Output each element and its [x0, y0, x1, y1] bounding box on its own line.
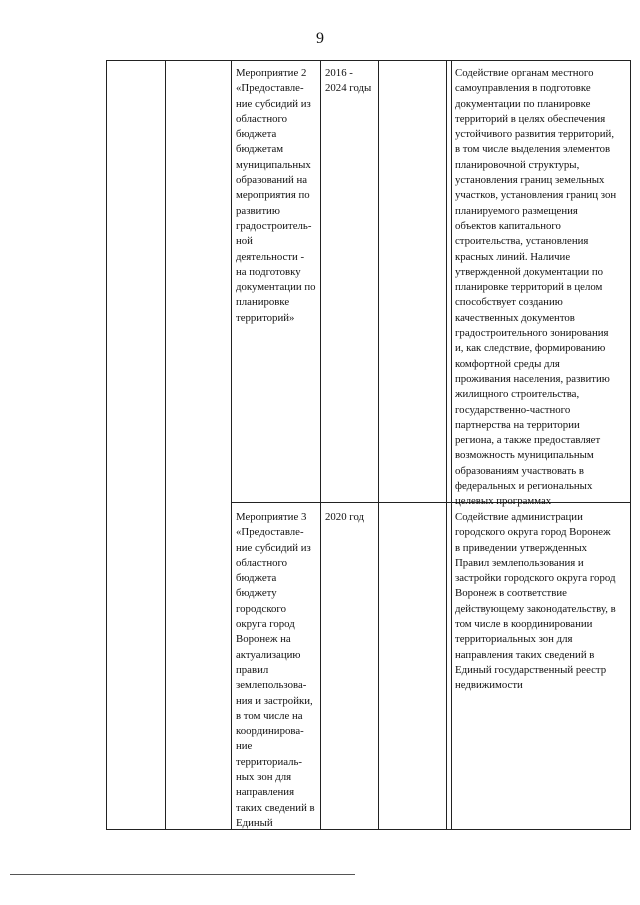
- table-border-right: [630, 60, 631, 830]
- column-divider-6: [451, 60, 452, 830]
- table-top-border: [106, 60, 631, 61]
- table-bottom-border: [106, 829, 631, 830]
- column-divider-2: [231, 60, 232, 830]
- result-cell: Содействие органам местного самоуправления в подготовке документации по планировке территорий в целях обеспечения устойчивого развития территорий, в том числе выделения элементов планировочной структуры, установления границ земельных участков, установления границ зон планируемого размещения объектов капитального строительства, установления красных линий. Наличие утвержденной документации по планировке территорий в целом способствует созданию качественных документов градостроительного зонирования и, как следствие, формированию комфортной среды для проживания населения, развитию жилищного строительства, государственно-частного партнерства на территории региона, а также предоставляет возможность муниципальным образованиям участвовать в федеральных и региональных целевых программах: [455, 67, 617, 508]
- activity-cell: Мероприятие 3 «Предоставле- ние субсидий из областного бюджета бюджету городского округа город Воронеж на актуализацию правил землепользова- ния и застройки, в том числе на координирова- ние территориаль- ных зон для направления таких сведений в Единый: [236, 511, 315, 829]
- period-cell: 2020 год: [325, 511, 365, 523]
- activity-cell: Мероприятие 2 «Предоставле- ние субсидий из областного бюджета бюджетам муниципальных образований на мероприятия по развитию градостроитель- ной деятельности - на подготовку документации по планировке территорий»: [236, 67, 316, 324]
- period-cell: 2016 - 2024 годы: [325, 67, 372, 95]
- column-divider-5: [446, 60, 447, 830]
- column-divider-1: [165, 60, 166, 830]
- column-divider-3: [320, 60, 321, 830]
- column-divider-4: [378, 60, 379, 830]
- table-border-left: [106, 60, 107, 830]
- result-cell: Содействие администрации городского округа город Воронеж в приведении утвержденных Правил землепользования и застройки городского округа город Воронеж в соответствие действующему законодательству, в том числе в координировании территориальных зон для направления таких сведений в Единый государственный реестр недвижимости: [455, 511, 616, 692]
- page-number: 9: [316, 30, 324, 47]
- footer-rule: [10, 874, 355, 875]
